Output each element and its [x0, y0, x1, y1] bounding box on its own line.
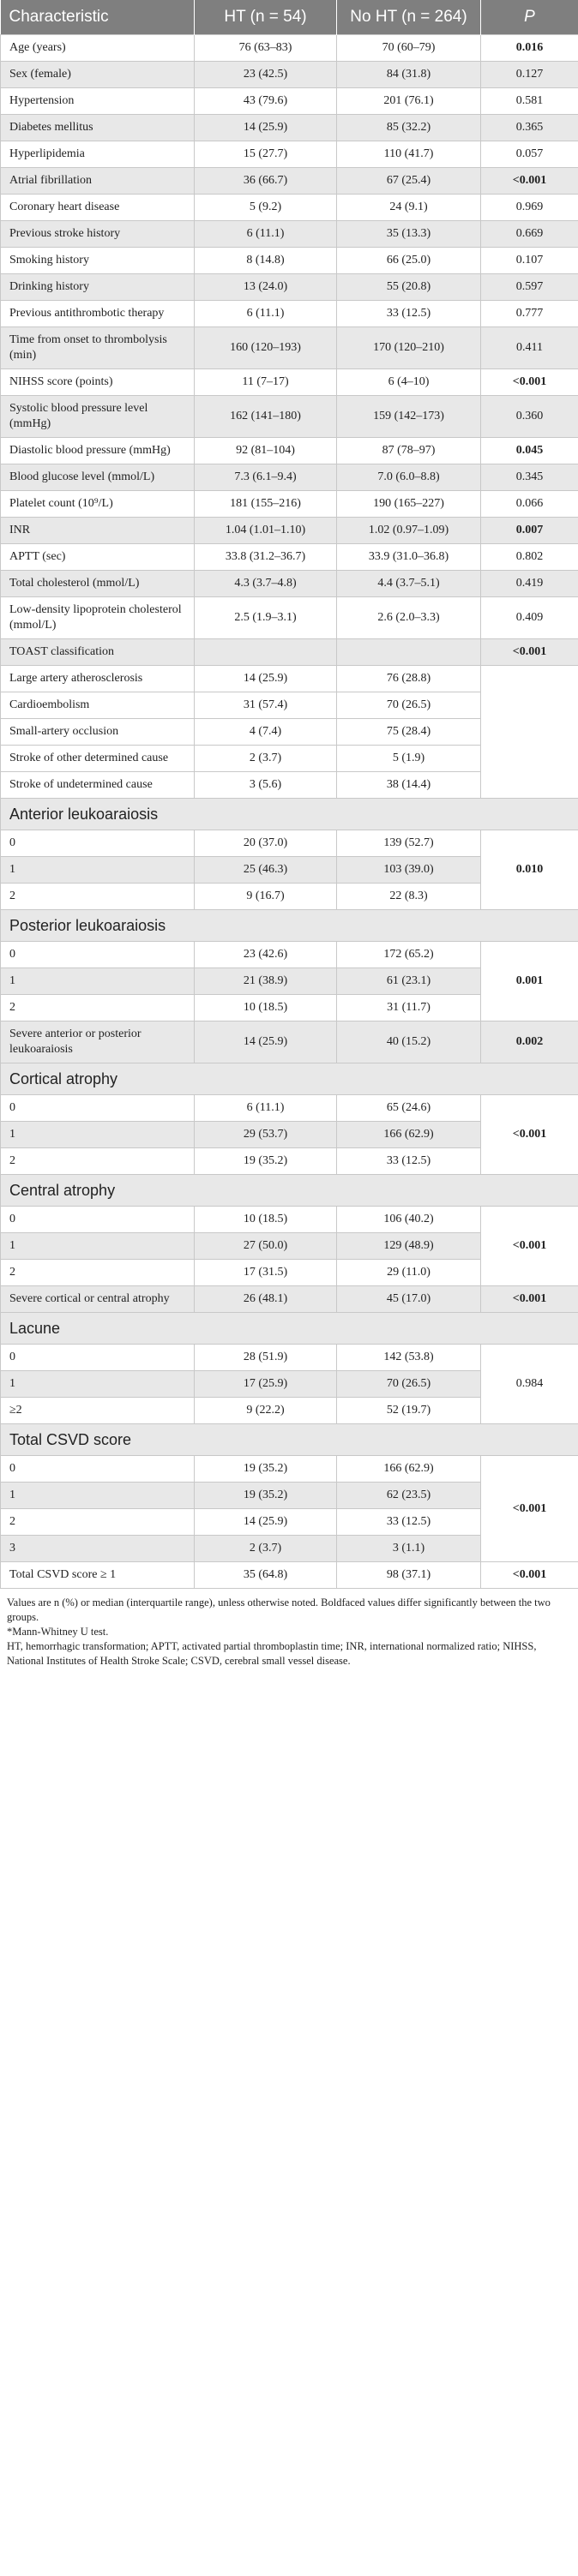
ht-value-cell: 27 (50.0): [195, 1233, 337, 1260]
section-header: [1, 1313, 578, 1345]
characteristic-cell: Diabetes mellitus: [1, 115, 195, 141]
noht-value-cell: 166 (62.9): [337, 1122, 481, 1148]
characteristic-cell: 0: [1, 1456, 195, 1483]
noht-value-cell: 55 (20.8): [337, 274, 481, 301]
table-row: [1, 396, 578, 438]
table-row: [1, 35, 578, 62]
table-row: [1, 1562, 578, 1589]
ht-value-cell: 181 (155–216): [195, 491, 337, 518]
characteristic-cell: Severe anterior or posterior leukoaraiosis: [1, 1021, 195, 1063]
noht-value-cell: 1.02 (0.97–1.09): [337, 518, 481, 544]
table-row: [1, 1286, 578, 1313]
p-value-cell: 0.057: [481, 141, 578, 168]
noht-value-cell: 33 (12.5): [337, 1148, 481, 1175]
characteristic-cell: Time from onset to thrombolysis (min): [1, 327, 195, 369]
p-value-cell: 0.581: [481, 88, 578, 115]
p-value-cell: 0.016: [481, 35, 578, 62]
ht-value-cell: 36 (66.7): [195, 168, 337, 195]
p-value-cell: 0.045: [481, 438, 578, 464]
p-value-cell: 0.419: [481, 571, 578, 597]
p-value-cell: 0.802: [481, 544, 578, 571]
toast-label-cell: TOAST classification: [1, 639, 195, 666]
ht-value-cell: 76 (63–83): [195, 35, 337, 62]
noht-value-cell: 61 (23.1): [337, 968, 481, 995]
p-value-cell: <0.001: [481, 1456, 578, 1562]
noht-value-cell: 139 (52.7): [337, 830, 481, 857]
noht-value-cell: 29 (11.0): [337, 1260, 481, 1286]
characteristic-cell: 1: [1, 1371, 195, 1398]
characteristic-cell: 2: [1, 995, 195, 1021]
toast-row: [1, 639, 578, 666]
characteristic-cell: 1: [1, 1233, 195, 1260]
table-row: [1, 248, 578, 274]
noht-value-cell: 65 (24.6): [337, 1095, 481, 1122]
ht-value-cell: 1.04 (1.01–1.10): [195, 518, 337, 544]
p-value-cell: 0.010: [481, 830, 578, 910]
section-title: Lacune: [1, 1313, 578, 1345]
ht-value-cell: 29 (53.7): [195, 1122, 337, 1148]
ht-value-cell: 2.5 (1.9–3.1): [195, 597, 337, 639]
noht-value-cell: 22 (8.3): [337, 884, 481, 910]
p-value-cell: 0.001: [481, 942, 578, 1021]
section-title: Central atrophy: [1, 1175, 578, 1207]
characteristic-cell: 0: [1, 830, 195, 857]
table-row: [1, 369, 578, 396]
ht-value-cell: 6 (11.1): [195, 301, 337, 327]
header-characteristic: Characteristic: [1, 0, 195, 35]
noht-value-cell: 35 (13.3): [337, 221, 481, 248]
characteristic-cell: APTT (sec): [1, 544, 195, 571]
table-row: [1, 1456, 578, 1483]
noht-value-cell: 33.9 (31.0–36.8): [337, 544, 481, 571]
characteristic-cell: 0: [1, 1095, 195, 1122]
characteristic-cell: Hyperlipidemia: [1, 141, 195, 168]
ht-value-cell: 25 (46.3): [195, 857, 337, 884]
noht-value-cell: 170 (120–210): [337, 327, 481, 369]
p-value-cell: 0.365: [481, 115, 578, 141]
table-row: [1, 62, 578, 88]
characteristic-cell: Total CSVD score ≥ 1: [1, 1562, 195, 1589]
characteristic-cell: 2: [1, 884, 195, 910]
characteristic-cell: 0: [1, 1345, 195, 1371]
ht-value-cell: 3 (5.6): [195, 772, 337, 799]
p-value-cell: <0.001: [481, 1095, 578, 1175]
noht-value-cell: 24 (9.1): [337, 195, 481, 221]
ht-value-cell: 20 (37.0): [195, 830, 337, 857]
ht-value-cell: 6 (11.1): [195, 1095, 337, 1122]
table-row: [1, 195, 578, 221]
characteristic-cell: 2: [1, 1148, 195, 1175]
ht-value-cell: 2 (3.7): [195, 746, 337, 772]
table-row: [1, 830, 578, 857]
noht-value-cell: 98 (37.1): [337, 1562, 481, 1589]
ht-value-cell: 43 (79.6): [195, 88, 337, 115]
noht-value-cell: 103 (39.0): [337, 857, 481, 884]
ht-value-cell: 17 (25.9): [195, 1371, 337, 1398]
p-value-cell: 0.669: [481, 221, 578, 248]
ht-value-cell: 19 (35.2): [195, 1456, 337, 1483]
table-row: [1, 115, 578, 141]
ht-value-cell: 23 (42.6): [195, 942, 337, 968]
characteristic-cell: Low-density lipoprotein cholesterol (mmol/L): [1, 597, 195, 639]
table-row: [1, 597, 578, 639]
table-row: [1, 544, 578, 571]
noht-value-cell: 3 (1.1): [337, 1536, 481, 1562]
characteristic-cell: 1: [1, 1122, 195, 1148]
toast-subrow: [1, 666, 578, 692]
section-title: Anterior leukoaraiosis: [1, 799, 578, 830]
ht-value-cell: 13 (24.0): [195, 274, 337, 301]
characteristic-cell: 1: [1, 857, 195, 884]
table-row: [1, 301, 578, 327]
ht-value-cell: 2 (3.7): [195, 1536, 337, 1562]
table-row: [1, 221, 578, 248]
p-value-cell: 0.360: [481, 396, 578, 438]
noht-value-cell: 87 (78–97): [337, 438, 481, 464]
noht-value-cell: 40 (15.2): [337, 1021, 481, 1063]
ht-value-cell: 9 (16.7): [195, 884, 337, 910]
characteristic-cell: Previous stroke history: [1, 221, 195, 248]
characteristic-cell: Smoking history: [1, 248, 195, 274]
characteristic-cell: Cardioembolism: [1, 692, 195, 719]
ht-value-cell: 14 (25.9): [195, 1021, 337, 1063]
characteristic-cell: Coronary heart disease: [1, 195, 195, 221]
characteristic-cell: 1: [1, 1483, 195, 1509]
table-row: [1, 88, 578, 115]
characteristic-cell: 2: [1, 1509, 195, 1536]
noht-value-cell: 4.4 (3.7–5.1): [337, 571, 481, 597]
ht-value-cell: 15 (27.7): [195, 141, 337, 168]
characteristic-cell: NIHSS score (points): [1, 369, 195, 396]
p-value-cell: <0.001: [481, 1207, 578, 1286]
characteristic-cell: 2: [1, 1260, 195, 1286]
ht-value-cell: 9 (22.2): [195, 1398, 337, 1424]
noht-value-cell: 70 (60–79): [337, 35, 481, 62]
ht-value-cell: 8 (14.8): [195, 248, 337, 274]
footnote-values: Values are n (%) or median (interquartile range), unless otherwise noted. Boldfaced values differ significantly between the two groups.: [7, 1597, 551, 1623]
table-body: [1, 35, 578, 1589]
characteristic-cell: ≥2: [1, 1398, 195, 1424]
p-value-cell: <0.001: [481, 1286, 578, 1313]
section-header: [1, 1063, 578, 1095]
ht-value-cell: 23 (42.5): [195, 62, 337, 88]
characteristic-cell: Sex (female): [1, 62, 195, 88]
ht-value-cell: 160 (120–193): [195, 327, 337, 369]
table-row: [1, 438, 578, 464]
p-value-cell: 0.777: [481, 301, 578, 327]
noht-value-cell: 190 (165–227): [337, 491, 481, 518]
characteristic-cell: 3: [1, 1536, 195, 1562]
ht-value-cell: 10 (18.5): [195, 1207, 337, 1233]
ht-value-cell: 35 (64.8): [195, 1562, 337, 1589]
empty-cell: [195, 639, 337, 666]
noht-value-cell: 84 (31.8): [337, 62, 481, 88]
table-footnotes: [0, 1589, 578, 1668]
header-noht: No HT (n = 264): [337, 0, 481, 35]
characteristic-cell: Age (years): [1, 35, 195, 62]
noht-value-cell: 33 (12.5): [337, 1509, 481, 1536]
ht-value-cell: 14 (25.9): [195, 115, 337, 141]
p-value-cell: 0.411: [481, 327, 578, 369]
characteristic-cell: INR: [1, 518, 195, 544]
ht-value-cell: 6 (11.1): [195, 221, 337, 248]
noht-value-cell: 31 (11.7): [337, 995, 481, 1021]
noht-value-cell: 5 (1.9): [337, 746, 481, 772]
p-value-cell: 0.345: [481, 464, 578, 491]
characteristic-cell: Severe cortical or central atrophy: [1, 1286, 195, 1313]
characteristic-cell: Previous antithrombotic therapy: [1, 301, 195, 327]
ht-value-cell: 92 (81–104): [195, 438, 337, 464]
noht-value-cell: 70 (26.5): [337, 1371, 481, 1398]
noht-value-cell: 7.0 (6.0–8.8): [337, 464, 481, 491]
p-value-cell: 0.066: [481, 491, 578, 518]
noht-value-cell: 172 (65.2): [337, 942, 481, 968]
section-header: [1, 799, 578, 830]
toast-p-cell: <0.001: [481, 639, 578, 666]
ht-value-cell: 4.3 (3.7–4.8): [195, 571, 337, 597]
header-p: P: [481, 0, 578, 35]
table-row: [1, 168, 578, 195]
noht-value-cell: 66 (25.0): [337, 248, 481, 274]
characteristic-cell: Stroke of undetermined cause: [1, 772, 195, 799]
noht-value-cell: 110 (41.7): [337, 141, 481, 168]
p-span-cell: [481, 666, 578, 799]
table-header: [1, 0, 578, 35]
characteristic-cell: Total cholesterol (mmol/L): [1, 571, 195, 597]
ht-value-cell: 19 (35.2): [195, 1483, 337, 1509]
p-value-cell: 0.007: [481, 518, 578, 544]
table-row: [1, 1095, 578, 1122]
p-value-cell: 0.127: [481, 62, 578, 88]
ht-value-cell: 19 (35.2): [195, 1148, 337, 1175]
characteristic-cell: Large artery atherosclerosis: [1, 666, 195, 692]
ht-value-cell: 5 (9.2): [195, 195, 337, 221]
noht-value-cell: 2.6 (2.0–3.3): [337, 597, 481, 639]
noht-value-cell: 38 (14.4): [337, 772, 481, 799]
p-value-cell: <0.001: [481, 168, 578, 195]
p-value-cell: 0.984: [481, 1345, 578, 1424]
characteristic-cell: 1: [1, 968, 195, 995]
noht-value-cell: 52 (19.7): [337, 1398, 481, 1424]
noht-value-cell: 201 (76.1): [337, 88, 481, 115]
ht-value-cell: 11 (7–17): [195, 369, 337, 396]
ht-value-cell: 14 (25.9): [195, 666, 337, 692]
table-row: [1, 274, 578, 301]
ht-value-cell: 33.8 (31.2–36.7): [195, 544, 337, 571]
section-title: Total CSVD score: [1, 1424, 578, 1456]
p-value-cell: 0.409: [481, 597, 578, 639]
section-header: [1, 910, 578, 942]
p-value-cell: 0.002: [481, 1021, 578, 1063]
empty-cell: [337, 639, 481, 666]
characteristic-cell: Stroke of other determined cause: [1, 746, 195, 772]
ht-value-cell: 10 (18.5): [195, 995, 337, 1021]
ht-value-cell: 7.3 (6.1–9.4): [195, 464, 337, 491]
table-row: [1, 1021, 578, 1063]
p-value-cell: <0.001: [481, 369, 578, 396]
section-header: [1, 1424, 578, 1456]
characteristic-cell: Blood glucose level (mmol/L): [1, 464, 195, 491]
p-value-cell: 0.597: [481, 274, 578, 301]
footnote-test: *Mann-Whitney U test.: [7, 1626, 109, 1638]
table-row: [1, 491, 578, 518]
characteristic-cell: Drinking history: [1, 274, 195, 301]
table-row: [1, 464, 578, 491]
table-row: [1, 141, 578, 168]
noht-value-cell: 6 (4–10): [337, 369, 481, 396]
noht-value-cell: 159 (142–173): [337, 396, 481, 438]
ht-value-cell: 14 (25.9): [195, 1509, 337, 1536]
characteristic-cell: Diastolic blood pressure (mmHg): [1, 438, 195, 464]
characteristic-cell: Platelet count (10⁹/L): [1, 491, 195, 518]
p-value-cell: 0.969: [481, 195, 578, 221]
table-row: [1, 327, 578, 369]
noht-value-cell: 142 (53.8): [337, 1345, 481, 1371]
characteristic-cell: 0: [1, 942, 195, 968]
footnote-abbreviations: HT, hemorrhagic transformation; APTT, activated partial thromboplastin time; INR, international normalized ratio; NIHSS, National Institutes of Health Stroke Scale; CSVD, cerebral small vessel disease.: [7, 1640, 537, 1667]
noht-value-cell: 33 (12.5): [337, 301, 481, 327]
section-title: Posterior leukoaraiosis: [1, 910, 578, 942]
section-title: Cortical atrophy: [1, 1063, 578, 1095]
characteristic-cell: Systolic blood pressure level (mmHg): [1, 396, 195, 438]
characteristic-cell: Small-artery occlusion: [1, 719, 195, 746]
characteristic-cell: Hypertension: [1, 88, 195, 115]
table-row: [1, 518, 578, 544]
section-header: [1, 1175, 578, 1207]
table-row: [1, 942, 578, 968]
p-value-cell: 0.107: [481, 248, 578, 274]
noht-value-cell: 106 (40.2): [337, 1207, 481, 1233]
noht-value-cell: 129 (48.9): [337, 1233, 481, 1260]
ht-value-cell: 21 (38.9): [195, 968, 337, 995]
noht-value-cell: 85 (32.2): [337, 115, 481, 141]
ht-value-cell: 162 (141–180): [195, 396, 337, 438]
noht-value-cell: 166 (62.9): [337, 1456, 481, 1483]
table-row: [1, 1345, 578, 1371]
ht-value-cell: 17 (31.5): [195, 1260, 337, 1286]
noht-value-cell: 76 (28.8): [337, 666, 481, 692]
noht-value-cell: 67 (25.4): [337, 168, 481, 195]
noht-value-cell: 45 (17.0): [337, 1286, 481, 1313]
header-ht: HT (n = 54): [195, 0, 337, 35]
ht-value-cell: 26 (48.1): [195, 1286, 337, 1313]
ht-value-cell: 4 (7.4): [195, 719, 337, 746]
ht-value-cell: 31 (57.4): [195, 692, 337, 719]
p-value-cell: <0.001: [481, 1562, 578, 1589]
characteristic-cell: 0: [1, 1207, 195, 1233]
characteristic-cell: Atrial fibrillation: [1, 168, 195, 195]
table-row: [1, 1207, 578, 1233]
noht-value-cell: 62 (23.5): [337, 1483, 481, 1509]
table-row: [1, 571, 578, 597]
noht-value-cell: 70 (26.5): [337, 692, 481, 719]
noht-value-cell: 75 (28.4): [337, 719, 481, 746]
ht-value-cell: 28 (51.9): [195, 1345, 337, 1371]
